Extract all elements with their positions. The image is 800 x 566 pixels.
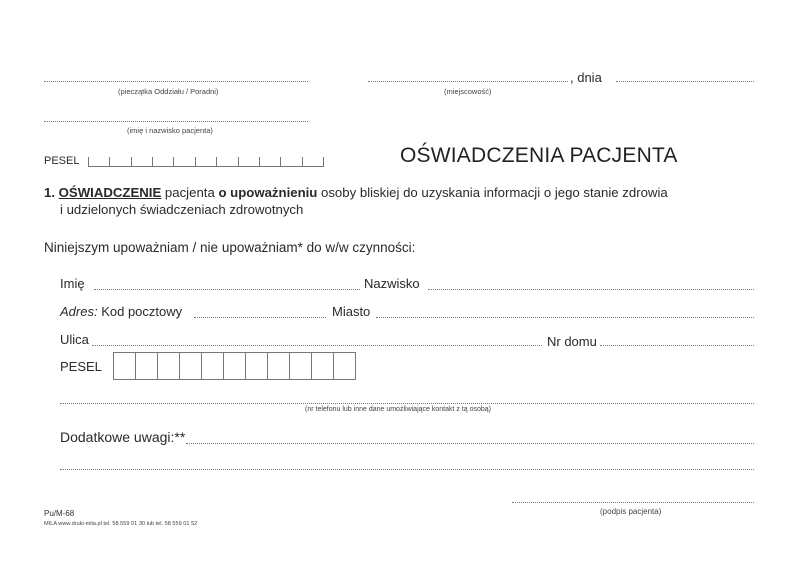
pesel-digit-cell[interactable]	[280, 157, 301, 166]
statement-heading: OŚWIADCZENIE	[58, 185, 162, 200]
place-line[interactable]	[368, 81, 568, 82]
pesel-digit-cell[interactable]	[173, 157, 194, 166]
pesel-digit-cell[interactable]	[302, 157, 324, 166]
pesel-digit-box[interactable]	[268, 353, 290, 379]
pesel-digit-cell[interactable]	[109, 157, 130, 166]
pesel-digit-box[interactable]	[246, 353, 268, 379]
statement-text-2: osoby bliskiej do uzyskania informacji o jego stanie zdrowia	[317, 185, 668, 200]
address-label	[60, 304, 182, 319]
pesel-label: PESEL	[60, 359, 102, 374]
postal-code-label: Kod pocztowy	[101, 304, 183, 319]
remarks-field-2[interactable]	[60, 469, 754, 470]
place-caption: (miejscowość)	[444, 87, 492, 96]
pesel-digit-box[interactable]	[224, 353, 246, 379]
patient-name-line[interactable]	[44, 121, 308, 122]
remarks-field-1[interactable]	[186, 443, 754, 444]
pesel-digit-box[interactable]	[158, 353, 180, 379]
pesel-digit-cell[interactable]	[216, 157, 237, 166]
city-field[interactable]	[376, 317, 754, 318]
pesel-digit-box[interactable]	[202, 353, 224, 379]
street-field[interactable]	[92, 345, 542, 346]
document-title: OŚWIADCZENIA PACJENTA	[400, 144, 678, 167]
pesel-field[interactable]	[113, 352, 356, 380]
last-name-label: Nazwisko	[364, 276, 420, 291]
date-line[interactable]	[616, 81, 754, 82]
contact-field[interactable]	[60, 403, 754, 404]
statement-number: 1.	[44, 185, 55, 200]
date-prefix: , dnia	[570, 70, 602, 85]
printer-info: MILA www.druki-mila.pl tel. 58 559 01 30 lub tel. 58 559 01 52	[44, 521, 198, 527]
stamp-caption: (pieczątka Oddziału / Poradni)	[118, 87, 219, 96]
signature-caption: (podpis pacjenta)	[600, 507, 662, 516]
patient-name-caption: (imię i nazwisko pacjenta)	[127, 126, 213, 135]
pesel-digit-cell[interactable]	[238, 157, 259, 166]
pesel-digit-cell[interactable]	[195, 157, 216, 166]
statement-text	[44, 184, 756, 218]
pesel-digit-box[interactable]	[136, 353, 158, 379]
pesel-digit-cell[interactable]	[131, 157, 152, 166]
pesel-digit-cell[interactable]	[259, 157, 280, 166]
pesel-digit-box[interactable]	[334, 353, 355, 379]
form-code: Pu/M-68	[44, 509, 75, 518]
stamp-line[interactable]	[44, 81, 308, 82]
signature-line[interactable]	[512, 502, 754, 503]
pesel-digit-box[interactable]	[180, 353, 202, 379]
street-label: Ulica	[60, 332, 89, 347]
pesel-digit-cell[interactable]	[152, 157, 173, 166]
statement-text-1: pacjenta	[161, 185, 219, 200]
statement-bold: o upoważnieniu	[218, 185, 318, 200]
first-name-label: Imię	[60, 276, 85, 291]
postal-code-field[interactable]	[194, 317, 326, 318]
pesel-digit-cell[interactable]	[88, 157, 109, 166]
house-no-field[interactable]	[600, 345, 754, 346]
authorization-text: Niniejszym upoważniam / nie upoważniam* do w/w czynności:	[44, 240, 416, 255]
address-label-text: Adres:	[60, 304, 98, 319]
contact-caption: (nr telefonu lub inne dane umożliwiające kontakt z tą osobą)	[305, 406, 491, 413]
header-pesel-label: PESEL	[44, 155, 80, 167]
remarks-label: Dodatkowe uwagi:**	[60, 429, 186, 445]
city-label: Miasto	[332, 304, 371, 319]
pesel-digit-box[interactable]	[290, 353, 312, 379]
last-name-field[interactable]	[428, 289, 754, 290]
pesel-digit-box[interactable]	[114, 353, 136, 379]
header-pesel-field[interactable]	[88, 157, 324, 167]
pesel-digit-box[interactable]	[312, 353, 334, 379]
statement-line-2: i udzielonych świadczeniach zdrowotnych	[60, 202, 304, 217]
first-name-field[interactable]	[94, 289, 360, 290]
house-no-label: Nr domu	[547, 334, 597, 349]
